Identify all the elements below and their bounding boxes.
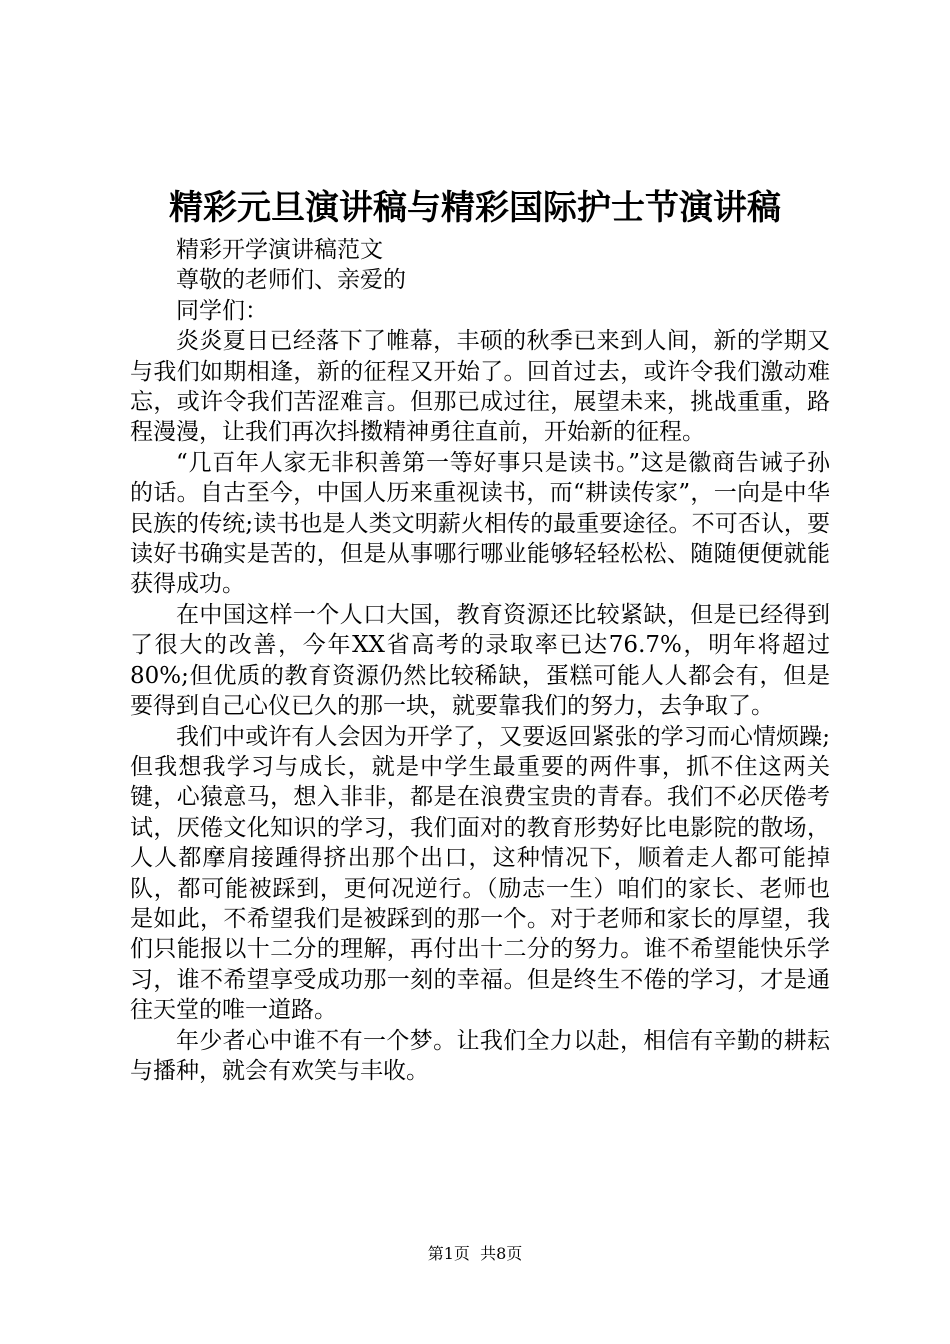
salutation-line-continued: 同学们： [176,297,268,324]
subtitle-line: 精彩开学演讲稿范文 [176,237,383,263]
salutation-line: 尊敬的老师们、亲爱的 [176,267,406,294]
body-paragraph: 年少者心中谁不有一个梦。让我们全力以赴，相信有辛勤的耕耘与播种，就会有欢笑与丰收。 [130,1027,830,1084]
body-paragraph: 炎炎夏日已经落下了帷幕，丰硕的秋季已来到人间，新的学期又与我们如期相逢，新的征程又开始了。回首过去，或许令我们激动难忘，或许令我们苦涩难言。但那已成过往，展望未来，挑战重重，路程漫漫，让我们再次抖擞精神勇往直前，开始新的征程。 [130,328,830,446]
page-number-footer: 第1页 共8页 [427,1244,523,1263]
body-paragraph: 我们中或许有人会因为开学了，又要返回紧张的学习而心情烦躁;但我想我学习与成长，就是中学生最重要的两件事，抓不住这两关键，心猿意马，想入非非，都是在浪费宝贵的青春。我们不必厌倦考试，厌倦文化知识的学习，我们面对的教育形势好比电影院的散场，人人都摩肩接踵得挤出那个出口，这种情况下，顺着走人都可能掉队，都可能被踩到，更何况逆行。（励志一生）咱们的家长、老师也是如此，不希望我们是被踩到的那一个。对于老师和家长的厚望，我们只能报以十二分的理解，再付出十二分的努力。谁不希望能快乐学习，谁不希望享受成功那一刻的幸福。但是终生不倦的学习，才是通往天堂的唯一道路。 [130,723,830,1024]
document-title: 精彩元旦演讲稿与精彩国际护士节演讲稿 [169,188,781,228]
body-paragraph: “几百年人家无非积善第一等好事只是读书。”这是徽商告诫子孙的话。自古至今，中国人历来重视读书，而“耕读传家”，一向是中华民族的传统;读书也是人类文明薪火相传的最重要途径。不可否认，要读好书确实是苦的，但是从事哪行哪业能够轻轻松松、随随便便就能获得成功。 [130,449,830,598]
body-paragraph: 在中国这样一个人口大国，教育资源还比较紧缺，但是已经得到了很大的改善，今年XX省高考的录取率已达76.7%，明年将超过80%;但优质的教育资源仍然比较稀缺，蛋糕可能人人都会有，但是要得到自己心仪已久的那一块，就要靠我们的努力，去争取了。 [130,601,830,720]
document-body [130,235,830,1086]
